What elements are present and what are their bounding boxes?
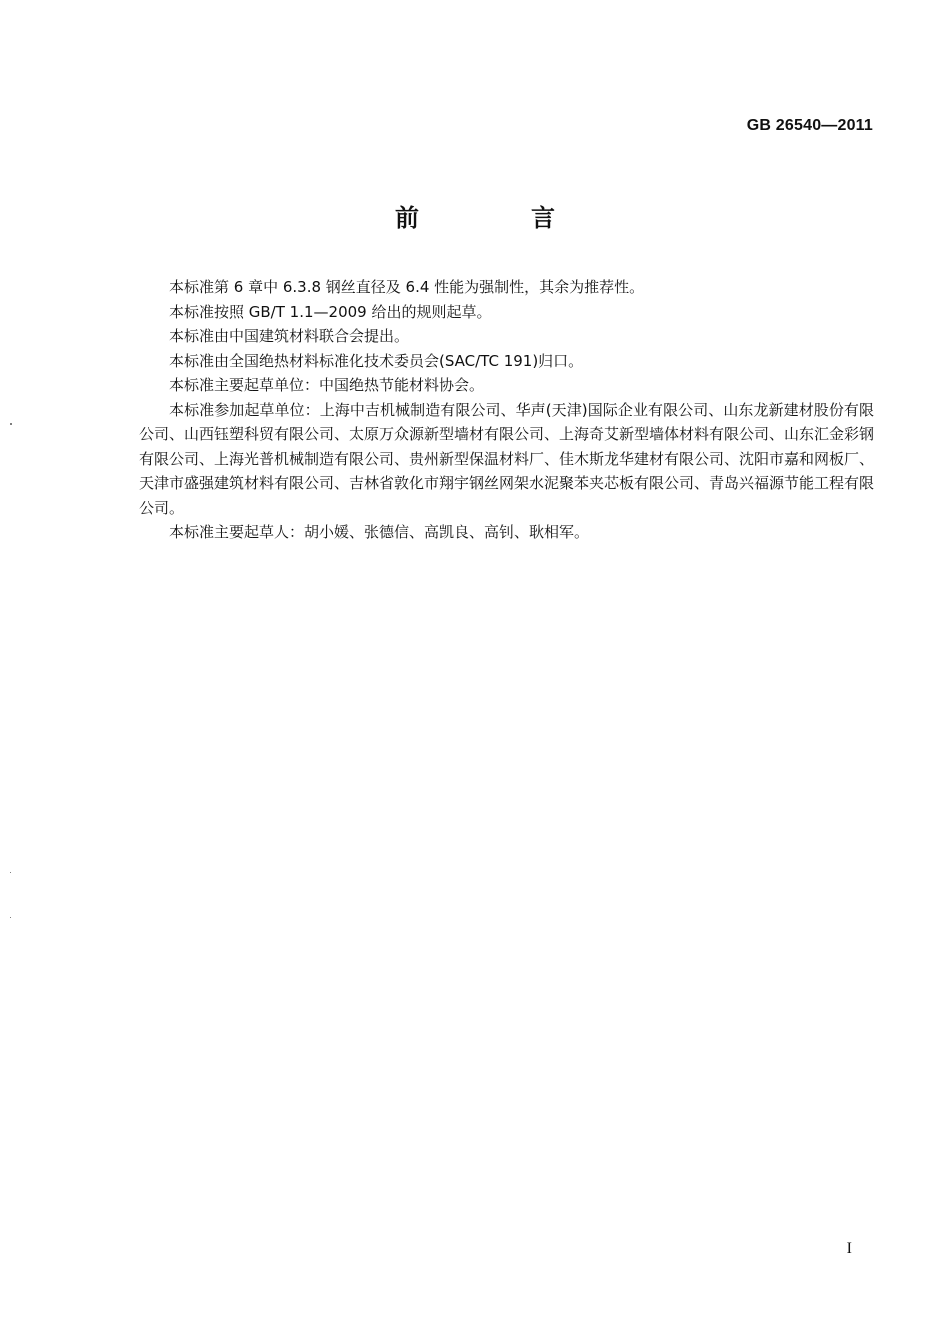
paragraph-mandatory-clauses: 本标准第 6 章中 6.3.8 钢丝直径及 6.4 性能为强制性，其余为推荐性。 — [169, 278, 645, 296]
paragraph-drafting-rules: 本标准按照 GB/T 1.1—2009 给出的规则起草。 — [169, 302, 492, 321]
foreword-body — [139, 275, 874, 545]
page-title: 前 言 — [395, 204, 599, 232]
paragraph-proposer: 本标准由中国建筑材料联合会提出。 — [169, 327, 410, 345]
standard-number: GB 26540—2011 — [746, 117, 873, 134]
paragraph-technical-committee: 本标准由全国绝热材料标准化技术委员会(SAC/TC 191)归口。 — [169, 351, 584, 370]
scan-speck — [10, 917, 11, 918]
paragraph-participating-units: 本标准参加起草单位：上海中吉机械制造有限公司、华声(天津)国际企业有限公司、山东龙新建材股份有限公司、山西钰塑科贸有限公司、太原万众源新型墙材有限公司、上海奇艾新型墙体材料有限公司、山东汇金彩钢有限公司、上海光普机械制造有限公司、贵州新型保温材料厂、佳木斯龙华建材有限公司、沈阳市嘉和网板厂、天津市盛强建筑材料有限公司、吉林省敦化市翔宇钢丝网架水泥聚苯夹芯板有限公司、青岛兴福源节能工程有限公司。 — [139, 400, 875, 517]
scan-speck — [10, 872, 11, 873]
paragraph-main-drafting-unit: 本标准主要起草单位：中国绝热节能材料协会。 — [169, 376, 485, 394]
scan-speck — [10, 423, 12, 425]
paragraph-main-drafters: 本标准主要起草人：胡小媛、张德信、高凯良、高钊、耿相军。 — [169, 523, 590, 541]
page-number: I — [846, 1240, 852, 1257]
